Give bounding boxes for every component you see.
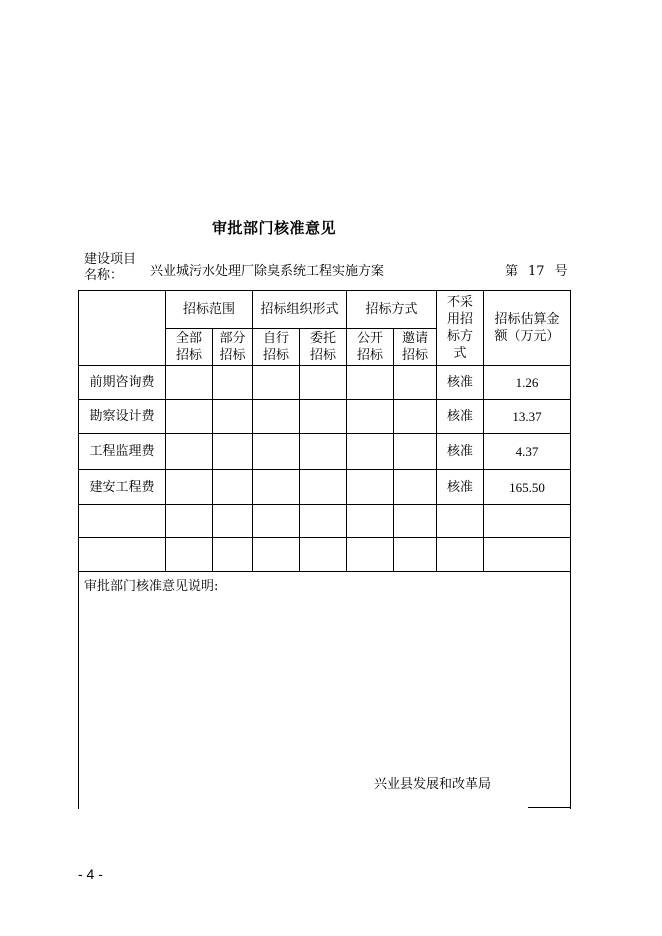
row-no-bid: 核准 (437, 366, 484, 400)
cell-empty (347, 366, 394, 400)
approval-table (78, 290, 571, 809)
row-amount: 13.37 (484, 400, 571, 434)
cell-empty (253, 470, 300, 505)
remark-label: 审批部门核准意见说明: (84, 579, 219, 594)
cell-empty (253, 434, 300, 470)
project-name-label: 建设项目名称： (84, 252, 137, 283)
page-number: - 4 - (78, 866, 103, 882)
remark-cell (79, 572, 571, 809)
subheader-open: 公开招标 (347, 329, 394, 366)
project-name-value: 兴业城污水处理厂除臭系统工程实施方案 (150, 264, 385, 279)
cell-empty (347, 538, 394, 572)
cell-empty (253, 505, 300, 538)
cell-empty (300, 505, 347, 538)
cell-empty (394, 434, 437, 470)
row-item: 前期咨询费 (79, 366, 166, 400)
row-item: 勘察设计费 (79, 400, 166, 434)
header-estimate: 招标估算金额（万元） (484, 291, 571, 366)
row-no-bid (437, 505, 484, 538)
cell-empty (166, 470, 213, 505)
cell-empty (213, 366, 253, 400)
cell-empty (347, 505, 394, 538)
signature-line (528, 807, 570, 808)
cell-empty (213, 505, 253, 538)
cell-empty (394, 538, 437, 572)
cell-empty (253, 366, 300, 400)
approval-authority: 兴业县发展和改革局 (374, 777, 492, 792)
page-title: 审批部门核准意见 (212, 219, 337, 237)
cell-empty (213, 400, 253, 434)
row-no-bid (437, 538, 484, 572)
cell-empty (347, 400, 394, 434)
table-row (79, 470, 571, 505)
cell-empty (394, 470, 437, 505)
row-item (79, 505, 166, 538)
cell-empty (300, 400, 347, 434)
document-number (500, 260, 573, 279)
row-amount (484, 505, 571, 538)
document-number-suffix: 号 (554, 264, 568, 279)
table-row (79, 434, 571, 470)
cell-empty (394, 505, 437, 538)
subheader-partial: 部分招标 (213, 329, 253, 366)
row-no-bid: 核准 (437, 400, 484, 434)
cell-empty (394, 400, 437, 434)
document-number-value: 17 (528, 264, 545, 279)
table-row (79, 366, 571, 400)
cell-empty (213, 538, 253, 572)
header-blank-cell (79, 291, 166, 366)
row-amount (484, 538, 571, 572)
subheader-full: 全部招标 (166, 329, 213, 366)
row-amount: 4.37 (484, 434, 571, 470)
cell-empty (300, 434, 347, 470)
cell-empty (166, 505, 213, 538)
cell-empty (300, 366, 347, 400)
row-amount: 1.26 (484, 366, 571, 400)
subheader-self: 自行招标 (253, 329, 300, 366)
row-item: 建安工程费 (79, 470, 166, 505)
row-item (79, 538, 166, 572)
table-row (79, 538, 571, 572)
cell-empty (213, 470, 253, 505)
cell-empty (166, 538, 213, 572)
cell-empty (300, 538, 347, 572)
header-no-bid: 不采用招标方式 (437, 291, 484, 366)
cell-empty (253, 400, 300, 434)
table-row (79, 400, 571, 434)
cell-empty (347, 434, 394, 470)
header-org-form: 招标组织形式 (253, 291, 347, 329)
document-number-prefix: 第 (505, 264, 519, 279)
cell-empty (166, 366, 213, 400)
cell-empty (166, 400, 213, 434)
row-amount: 165.50 (484, 470, 571, 505)
row-no-bid: 核准 (437, 434, 484, 470)
cell-empty (253, 538, 300, 572)
header-scope: 招标范围 (166, 291, 253, 329)
row-no-bid: 核准 (437, 470, 484, 505)
subheader-entrusted: 委托招标 (300, 329, 347, 366)
cell-empty (166, 434, 213, 470)
subheader-invited: 邀请招标 (394, 329, 437, 366)
cell-empty (213, 434, 253, 470)
cell-empty (394, 366, 437, 400)
row-item: 工程监理费 (79, 434, 166, 470)
cell-empty (300, 470, 347, 505)
table-row (79, 505, 571, 538)
header-method: 招标方式 (347, 291, 437, 329)
cell-empty (347, 470, 394, 505)
